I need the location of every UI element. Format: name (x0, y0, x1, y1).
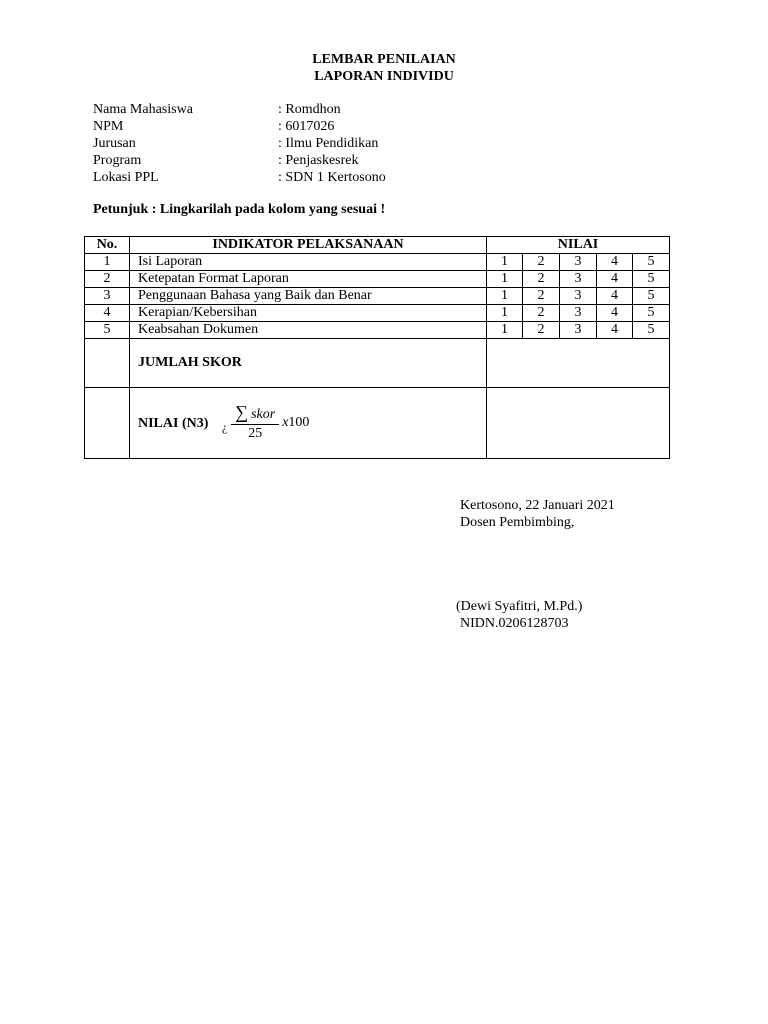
sigma-symbol: ∑ (235, 402, 249, 422)
score-option-4[interactable]: 4 (597, 288, 633, 305)
info-row-npm (93, 118, 386, 135)
score-option-5[interactable]: 5 (633, 322, 670, 339)
row-number: 2 (85, 271, 130, 288)
score-option-3[interactable]: 3 (560, 305, 597, 322)
score-option-5[interactable]: 5 (633, 254, 670, 271)
table-row (85, 271, 670, 288)
info-row-program (93, 152, 386, 169)
row-number: 1 (85, 254, 130, 271)
row-number: 4 (85, 305, 130, 322)
grade-row-no-cell (85, 388, 130, 459)
info-row-department (93, 135, 386, 152)
row-number: 3 (85, 288, 130, 305)
info-label: Jurusan (93, 136, 136, 151)
grade-row (85, 388, 670, 459)
formula-denominator: 25 (248, 426, 263, 441)
grade-cell (130, 388, 487, 459)
score-option-1[interactable]: 1 (487, 305, 523, 322)
score-option-4[interactable]: 4 (597, 305, 633, 322)
signer-role: Dosen Pembimbing, (460, 515, 575, 530)
header-score: NILAI (487, 237, 670, 254)
lecturer-nidn: NIDN.0206128703 (460, 616, 569, 631)
place-date: Kertosono, 22 Januari 2021 (460, 498, 615, 513)
score-option-3[interactable]: 3 (560, 254, 597, 271)
lecturer-block (456, 598, 582, 632)
info-value: : SDN 1 Kertosono (278, 170, 386, 185)
multiplier-x: x (282, 415, 289, 430)
table-row (85, 288, 670, 305)
form-subtitle: LAPORAN INDIVIDU (314, 69, 454, 84)
total-score-label: JUMLAH SKOR (130, 339, 487, 388)
info-value: : Ilmu Pendidikan (278, 136, 379, 151)
score-option-2[interactable]: 2 (523, 271, 560, 288)
student-info (93, 101, 386, 186)
info-value: : 6017026 (278, 119, 335, 134)
multiplier-value: 100 (288, 415, 310, 430)
score-option-1[interactable]: 1 (487, 322, 523, 339)
assessment-table (84, 236, 670, 459)
total-score-value-cell[interactable] (487, 339, 670, 388)
total-row-no-cell (85, 339, 130, 388)
row-indicator: Keabsahan Dokumen (130, 322, 487, 339)
total-row (85, 339, 670, 388)
info-row-location (93, 169, 386, 186)
row-indicator: Isi Laporan (130, 254, 487, 271)
score-option-2[interactable]: 2 (523, 305, 560, 322)
table-row (85, 322, 670, 339)
info-row-name (93, 101, 386, 118)
score-option-3[interactable]: 3 (560, 322, 597, 339)
formula-multiplier (282, 415, 309, 431)
score-option-5[interactable]: 5 (633, 271, 670, 288)
info-label: Nama Mahasiswa (93, 102, 193, 117)
score-option-2[interactable]: 2 (523, 288, 560, 305)
signature-block (460, 497, 615, 531)
lecturer-name: (Dewi Syafitri, M.Pd.) (456, 599, 583, 614)
score-option-4[interactable]: 4 (597, 322, 633, 339)
formula-prefix: ¿ (221, 420, 228, 434)
info-label: NPM (93, 119, 124, 134)
score-option-5[interactable]: 5 (633, 305, 670, 322)
row-indicator: Ketepatan Format Laporan (130, 271, 487, 288)
info-label: Lokasi PPL (93, 170, 159, 185)
score-option-5[interactable]: 5 (633, 288, 670, 305)
header-no: No. (85, 237, 130, 254)
formula-fraction (231, 403, 279, 443)
grade-label: NILAI (N3) (138, 416, 209, 431)
score-option-1[interactable]: 1 (487, 271, 523, 288)
info-value: : Romdhon (278, 102, 341, 117)
score-option-1[interactable]: 1 (487, 254, 523, 271)
header-indicator: INDIKATOR PELAKSANAAN (130, 237, 487, 254)
score-option-3[interactable]: 3 (560, 288, 597, 305)
form-title: LEMBAR PENILAIAN (312, 52, 456, 67)
score-option-4[interactable]: 4 (597, 271, 633, 288)
row-indicator: Penggunaan Bahasa yang Baik dan Benar (130, 288, 487, 305)
score-option-4[interactable]: 4 (597, 254, 633, 271)
formula-numerator (231, 403, 279, 425)
info-label: Program (93, 153, 142, 168)
score-option-3[interactable]: 3 (560, 271, 597, 288)
grade-value-cell[interactable] (487, 388, 670, 459)
table-row (85, 254, 670, 271)
table-header-row (85, 237, 670, 254)
info-value: : Penjaskesrek (278, 153, 359, 168)
row-number: 5 (85, 322, 130, 339)
score-option-2[interactable]: 2 (523, 322, 560, 339)
table-row (85, 305, 670, 322)
instruction-text: Petunjuk : Lingkarilah pada kolom yang sesuai ! (93, 202, 386, 217)
grade-formula (222, 403, 310, 443)
score-option-1[interactable]: 1 (487, 288, 523, 305)
row-indicator: Kerapian/Kebersihan (130, 305, 487, 322)
numerator-text: skor (251, 407, 276, 422)
score-option-2[interactable]: 2 (523, 254, 560, 271)
